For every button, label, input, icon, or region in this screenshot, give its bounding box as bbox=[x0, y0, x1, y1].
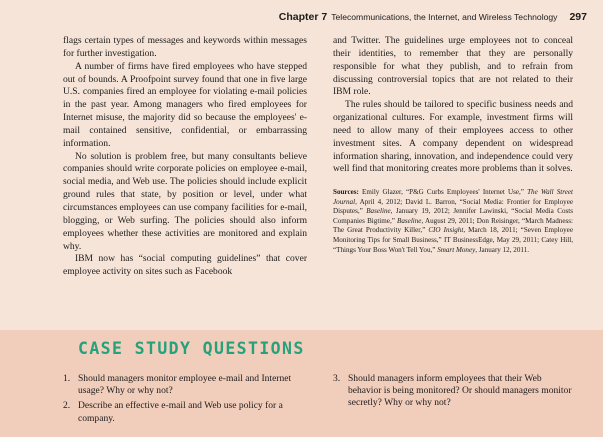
citation-text: , March 18, 2011; “Seven Employee Monitoring Tips for Small Business,” IT BusinessEdge, May 29, 2011; Catey Hill, “Things Your Boss Won't Tell You,” bbox=[333, 226, 573, 254]
citation-text: , April 4, 2012; David L. Barron, “Social Media: Frontier for Employee Disputes,” bbox=[333, 197, 573, 216]
paragraph: A number of firms have fired employees who have stepped out of bounds. A Proofpoint survey found that one in five large U.S. companies fired an employee for violating e-mail policies in the past year. Among managers who fired employees for Internet misuse, the majority did so because the employees' e-mail contained sensitive, confidential, or embarrassing information. bbox=[63, 60, 307, 149]
paragraph: flags certain types of messages and keywords within messages for further investigation. bbox=[63, 35, 307, 59]
citation-text: , January 12, 2011. bbox=[475, 245, 529, 254]
case-study-heading: CASE STUDY QUESTIONS bbox=[78, 339, 305, 358]
questions-right-column bbox=[333, 373, 573, 413]
citation-text: , August 29, 2011; Don Reisinger, “March Madness: The Great Productivity Killer,” bbox=[333, 216, 573, 235]
question-number: 1. bbox=[63, 373, 71, 384]
publication-title: CIO Insight bbox=[428, 226, 464, 235]
paragraph: and Twitter. The guidelines urge employees not to conceal their identities, to remember that they are personally responsible for what they publish, and to refrain from discussing controversial topics that are not related to their IBM role. bbox=[333, 35, 573, 98]
right-text-column bbox=[333, 35, 573, 255]
paragraph: The rules should be tailored to specific business needs and organizational cultures. For example, investment firms will need to allow many of their employees access to other investment sites. A company dependent on widespread information sharing, innovation, and independence could very well find that monitoring creates more problems than it solves. bbox=[333, 99, 573, 175]
citation-text: , January 19, 2012; Jennifer Lawinski, “Social Media Costs Companies Bigtime,” bbox=[333, 207, 573, 225]
question-item bbox=[63, 400, 311, 424]
question-item bbox=[333, 373, 573, 410]
left-text-column bbox=[63, 35, 307, 279]
chapter-label: Chapter 7 bbox=[278, 11, 328, 23]
publication-title: Baseline bbox=[397, 216, 422, 225]
publication-title: The Wall Street Journal bbox=[333, 188, 573, 206]
question-text: Should managers monitor employee e-mail and Internet usage? Why or why not? bbox=[78, 373, 292, 397]
citation-text: Emily Glazer, “P&G Curbs Employees' Internet Use,” bbox=[358, 188, 528, 197]
running-header bbox=[280, 4, 587, 30]
chapter-title: Telecommunications, the Internet, and Wireless Technology bbox=[331, 12, 558, 22]
sources-citation bbox=[333, 188, 573, 255]
publication-title: Baseline bbox=[366, 207, 391, 216]
publication-title: Smart Money bbox=[437, 245, 476, 254]
question-text: Describe an effective e-mail and Web use policy for a company. bbox=[78, 400, 283, 424]
paragraph: No solution is problem free, but many consultants believe companies should write corporate policies on employee e-mail, social media, and Web use. The policies should include explicit ground rules that state, by position or level, under what circumstances employees can use company facilities for e-mail, blogging, or Web surfing. The policies should also inform employees whether these activities are monitored and explain why. bbox=[63, 150, 307, 252]
questions-left-column bbox=[63, 373, 311, 428]
question-item bbox=[63, 373, 311, 397]
question-number: 2. bbox=[63, 400, 71, 412]
paragraph: IBM now has “social computing guidelines” that cover employee activity on sites such as Facebook bbox=[63, 253, 307, 278]
sources-label: Sources: bbox=[333, 188, 359, 197]
question-number: 3. bbox=[333, 373, 341, 384]
question-text: Should managers inform employees that their Web behavior is being monitored? Or should managers monitor secretly? Why or why not? bbox=[348, 373, 572, 409]
page-number: 297 bbox=[569, 11, 587, 23]
